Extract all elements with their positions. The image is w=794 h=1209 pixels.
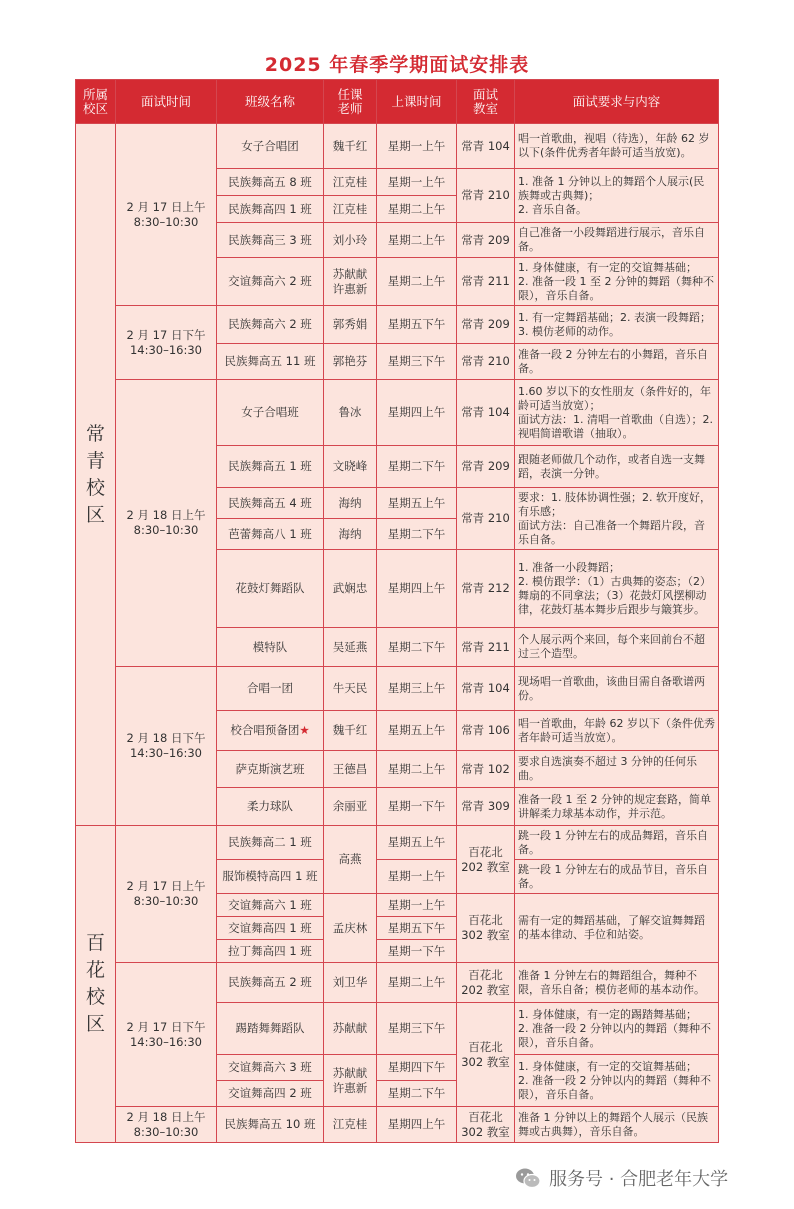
class-name: 女子合唱团 [217,124,324,169]
class-schedule: 星期一上午 [377,169,457,196]
interview-time: 2 月 17 日上午 8:30–10:30 [116,826,217,963]
class-schedule: 星期五下午 [377,306,457,344]
class-name: 民族舞高三 3 班 [217,223,324,258]
class-name: 交谊舞高四 1 班 [217,917,324,940]
class-schedule: 星期一上午 [377,860,457,894]
class-schedule: 星期二上午 [377,223,457,258]
class-schedule: 星期五下午 [377,917,457,940]
class-name: 民族舞高四 1 班 [217,196,324,223]
class-schedule: 星期三上午 [377,667,457,711]
requirements: 个人展示两个来回，每个来回前台不超过三个造型。 [515,628,719,667]
teacher: 文晓峰 [324,446,377,488]
requirements: 唱一首歌曲，年龄 62 岁以下（条件优秀者年龄可适当放宽）。 [515,711,719,751]
footer-text: 服务号 · 合肥老年大学 [549,1169,729,1190]
requirements: 唱一首歌曲，视唱（待选），年龄 62 岁以下(条件优秀者年龄可适当放宽)。 [515,124,719,169]
class-schedule: 星期二下午 [377,446,457,488]
requirements: 1. 准备 1 分钟以上的舞蹈个人展示(民族舞或古典舞)； 2. 音乐自备。 [515,169,719,223]
teacher: 苏献献 许惠新 [324,258,377,306]
requirements: 1. 身体健康，有一定的交谊舞基础； 2. 准备一段 1 至 2 分钟的舞蹈（舞种不限），音乐自备。 [515,258,719,306]
interview-time: 2 月 17 日下午 14:30–16:30 [116,306,217,380]
table-row [76,380,719,446]
class-name: 民族舞高五 2 班 [217,963,324,1003]
class-name: 交谊舞高四 2 班 [217,1081,324,1107]
class-schedule: 星期三下午 [377,1003,457,1055]
interview-time: 2 月 18 日上午 8:30–10:30 [116,1107,217,1143]
class-schedule: 星期二下午 [377,1081,457,1107]
teacher: 高燕 [324,826,377,894]
table-row [76,826,719,860]
requirements: 1. 有一定舞蹈基础；2. 表演一段舞蹈；3. 模仿老师的动作。 [515,306,719,344]
interview-room: 常青 209 [457,223,515,258]
requirements: 1. 身体健康，有一定的交谊舞基础； 2. 准备一段 2 分钟以内的舞蹈（舞种不限），音乐自备。 [515,1055,719,1107]
interview-room: 百花北 302 教室 [457,1003,515,1107]
class-schedule: 星期一上午 [377,124,457,169]
interview-room: 常青 211 [457,628,515,667]
teacher: 海纳 [324,488,377,519]
interview-room: 百花北 202 教室 [457,963,515,1003]
interview-time: 2 月 18 日上午 8:30–10:30 [116,380,217,667]
table-row [76,667,719,711]
requirements: 自己准备一小段舞蹈进行展示，音乐自备。 [515,223,719,258]
interview-time: 2 月 18 日下午 14:30–16:30 [116,667,217,826]
requirements: 要求：1. 肢体协调性强；2. 软开度好，有乐感； 面试方法：自己准备一个舞蹈片段，音乐自备。 [515,488,719,550]
requirements: 准备一段 1 至 2 分钟的规定套路，简单讲解柔力球基本动作，并示范。 [515,788,719,826]
interview-room: 常青 212 [457,550,515,628]
teacher: 郭艳芬 [324,344,377,380]
class-schedule: 星期五上午 [377,488,457,519]
teacher: 吴延燕 [324,628,377,667]
teacher: 武娴忠 [324,550,377,628]
requirements: 准备 1 分钟左右的舞蹈组合，舞种不限，音乐自备；模仿老师的基本动作。 [515,963,719,1003]
class-schedule: 星期二下午 [377,519,457,550]
wechat-icon [515,1167,541,1189]
class-name: 校合唱预备团★ [217,711,324,751]
class-name: 拉丁舞高四 1 班 [217,940,324,963]
class-schedule: 星期五上午 [377,711,457,751]
interview-room: 百花北 302 教室 [457,894,515,963]
requirements: 需有一定的舞蹈基础，了解交谊舞舞蹈的基本律动、手位和站姿。 [515,894,719,963]
header-class: 班级名称 [217,80,324,124]
class-name: 交谊舞高六 3 班 [217,1055,324,1081]
class-name: 模特队 [217,628,324,667]
class-name: 交谊舞高六 1 班 [217,894,324,917]
interview-time: 2 月 17 日下午 14:30–16:30 [116,963,217,1107]
class-name: 萨克斯演艺班 [217,751,324,788]
teacher: 江克桂 [324,196,377,223]
class-schedule: 星期一上午 [377,894,457,917]
class-name: 民族舞高五 4 班 [217,488,324,519]
header-requirements: 面试要求与内容 [515,80,719,124]
header-campus: 所属 校区 [76,80,116,124]
class-schedule: 星期三下午 [377,344,457,380]
teacher: 魏千红 [324,124,377,169]
teacher: 魏千红 [324,711,377,751]
class-schedule: 星期二下午 [377,628,457,667]
table-row [76,124,719,169]
interview-room: 常青 209 [457,446,515,488]
class-schedule: 星期一下午 [377,788,457,826]
teacher: 江克桂 [324,1107,377,1143]
class-schedule: 星期二上午 [377,751,457,788]
teacher: 王德昌 [324,751,377,788]
interview-schedule-table [75,79,719,1143]
class-schedule: 星期四上午 [377,550,457,628]
class-name: 踢踏舞舞蹈队 [217,1003,324,1055]
class-schedule: 星期五上午 [377,826,457,860]
class-name: 柔力球队 [217,788,324,826]
header-teacher: 任课 老师 [324,80,377,124]
teacher: 郭秀娟 [324,306,377,344]
class-schedule: 星期四上午 [377,1107,457,1143]
interview-room: 常青 309 [457,788,515,826]
requirements: 跟随老师做几个动作，或者自选一支舞蹈，表演一分钟。 [515,446,719,488]
interview-time: 2 月 17 日上午 8:30–10:30 [116,124,217,306]
class-schedule: 星期一下午 [377,940,457,963]
teacher: 余丽亚 [324,788,377,826]
interview-room: 常青 104 [457,380,515,446]
table-row [76,1107,719,1143]
interview-room: 常青 210 [457,488,515,550]
teacher: 江克桂 [324,169,377,196]
interview-room: 百花北 302 教室 [457,1107,515,1143]
class-schedule: 星期二上午 [377,963,457,1003]
interview-room: 百花北 202 教室 [457,826,515,894]
requirements: 准备 1 分钟以上的舞蹈个人展示（民族舞或古典舞），音乐自备。 [515,1107,719,1143]
teacher: 孟庆林 [324,894,377,963]
teacher: 刘小玲 [324,223,377,258]
class-name: 民族舞高五 10 班 [217,1107,324,1143]
requirements: 1. 准备一小段舞蹈； 2. 模仿跟学：（1）古典舞的姿态；（2）舞扇的不同拿法；（3）花鼓灯风摆柳动律，花鼓灯基本舞步后跟步与簸箕步。 [515,550,719,628]
teacher: 鲁冰 [324,380,377,446]
class-name: 民族舞高五 8 班 [217,169,324,196]
class-schedule: 星期四上午 [377,380,457,446]
class-name: 芭蕾舞高八 1 班 [217,519,324,550]
header-room: 面试 教室 [457,80,515,124]
class-name: 民族舞高五 11 班 [217,344,324,380]
teacher: 苏献献 许惠新 [324,1055,377,1107]
table-row [76,306,719,344]
class-name: 民族舞高二 1 班 [217,826,324,860]
requirements: 1.60 岁以下的女性朋友（条件好的，年龄可适当放宽）； 面试方法：1. 清唱一首歌曲（自选）；2. 视唱简谱歌谱（抽取）。 [515,380,719,446]
campus-changqing: 常青校区 [76,124,116,826]
class-schedule: 星期二上午 [377,258,457,306]
interview-room: 常青 210 [457,169,515,223]
table-header-row [76,80,719,124]
interview-room: 常青 104 [457,667,515,711]
requirements: 要求自选演奏不超过 3 分钟的任何乐曲。 [515,751,719,788]
star-icon: ★ [299,723,310,737]
class-name: 花鼓灯舞蹈队 [217,550,324,628]
teacher: 海纳 [324,519,377,550]
requirements: 跳一段 1 分钟左右的成品舞蹈，音乐自备。 [515,826,719,860]
interview-room: 常青 211 [457,258,515,306]
class-name: 民族舞高六 2 班 [217,306,324,344]
requirements: 跳一段 1 分钟左右的成品节目，音乐自备。 [515,860,719,894]
interview-room: 常青 102 [457,751,515,788]
requirements: 准备一段 2 分钟左右的小舞蹈，音乐自备。 [515,344,719,380]
footer-watermark [515,1165,728,1191]
teacher: 苏献献 [324,1003,377,1055]
teacher: 刘卫华 [324,963,377,1003]
interview-room: 常青 210 [457,344,515,380]
interview-room: 常青 104 [457,124,515,169]
table-row [76,963,719,1003]
page-title: 2025 年春季学期面试安排表 [264,54,530,76]
header-time: 面试时间 [116,80,217,124]
class-schedule: 星期四下午 [377,1055,457,1081]
interview-room: 常青 209 [457,306,515,344]
class-name: 交谊舞高六 2 班 [217,258,324,306]
teacher: 牛天民 [324,667,377,711]
class-schedule: 星期二上午 [377,196,457,223]
requirements: 现场唱一首歌曲，该曲目需自备歌谱两份。 [515,667,719,711]
class-name: 女子合唱班 [217,380,324,446]
header-schedule: 上课时间 [377,80,457,124]
requirements: 1. 身体健康，有一定的踢踏舞基础； 2. 准备一段 2 分钟以内的舞蹈（舞种不限），音乐自备。 [515,1003,719,1055]
class-name: 合唱一团 [217,667,324,711]
class-name: 民族舞高五 1 班 [217,446,324,488]
interview-room: 常青 106 [457,711,515,751]
campus-baihua: 百花校区 [76,826,116,1143]
class-name: 服饰模特高四 1 班 [217,860,324,894]
